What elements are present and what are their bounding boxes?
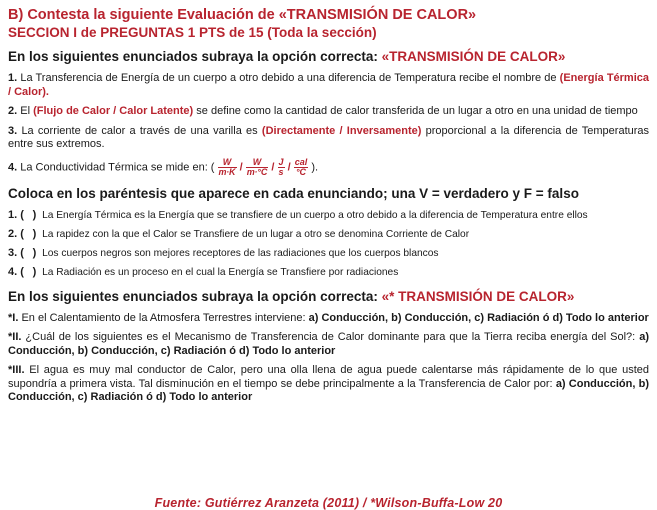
unit-numerator: W: [246, 158, 269, 168]
part1-instruction-topic: «TRANSMISIÓN DE CALOR»: [381, 49, 566, 64]
mc-item-3: [8, 364, 649, 405]
tf-answer-blank[interactable]: [27, 210, 33, 221]
mc-text: ¿Cuál de los siguientes es el Mecanismo de Transferencia de Calor dominante para que la Tierra reciba energía del Sol?:: [25, 331, 636, 343]
mc-options[interactable]: a) Conducción, b) Conducción, c) Radiación ó d) Todo lo anterior: [8, 331, 649, 357]
item-text-before: La Conductividad Térmica se mide en: (: [20, 160, 215, 173]
part2-instruction: Coloca en los paréntesis que aparece en cada enunciando; una V = verdadero y F = falso: [8, 185, 579, 201]
tf-answer-blank[interactable]: [27, 248, 33, 259]
part1-item-1: [8, 72, 649, 99]
unit-separator: /: [239, 160, 243, 173]
mc-options[interactable]: a) Conducción, b) Conducción, c) Radiación ó d) Todo lo anterior: [8, 377, 649, 403]
tf-item-4: [8, 266, 649, 279]
tf-text: La Energía Térmica es la Energía que se transfiere de un cuerpo a otro debido a la diferencia de Temperatura entre ellos: [42, 209, 588, 221]
unit-separator: /: [271, 160, 275, 173]
item-text-after: se define como la cantidad de calor transferida de un lugar a otro en una unidad de tiempo: [196, 105, 638, 117]
part3-instruction-topic: «* TRANSMISIÓN DE CALOR»: [381, 288, 575, 304]
item-number: 4.: [8, 160, 18, 173]
unit-denominator: m∙K: [218, 166, 236, 177]
unit-fraction[interactable]: [218, 158, 237, 177]
part1-item-3: [8, 125, 649, 152]
tf-text: La Radiación es un proceso en el cual la Energía se Transfiere por radiaciones: [42, 266, 399, 278]
tf-item-1: [8, 209, 649, 222]
tf-item-2: [8, 228, 649, 241]
item-option[interactable]: (Directamente / Inversamente): [261, 124, 422, 137]
mc-options[interactable]: a) Conducción, b) Conducción, c) Radiación ó d) Todo lo anterior: [308, 311, 649, 324]
unit-numerator: W: [218, 158, 237, 168]
tf-number: 2. (: [8, 227, 24, 240]
mc-number: *III.: [8, 364, 25, 376]
part1-item-2: [8, 105, 649, 119]
mc-item-1: [8, 312, 649, 326]
worksheet-title: B) Contesta la siguiente Evaluación de «TRANSMISIÓN DE CALOR»: [8, 7, 477, 23]
item-number: 3.: [8, 124, 18, 137]
tf-close-paren: ): [32, 246, 37, 259]
unit-numerator: J: [278, 156, 284, 167]
tf-close-paren: ): [32, 227, 37, 240]
unit-denominator: m∙°C: [246, 166, 268, 177]
mc-text: En el Calentamiento de la Atmosfera Terrestres interviene:: [21, 311, 306, 324]
item-number: 2.: [8, 105, 18, 117]
unit-numerator: cal: [294, 156, 308, 167]
tf-close-paren: ): [32, 265, 37, 278]
section-heading: SECCION I de PREGUNTAS 1 PTS de 15 (Toda la sección): [8, 25, 377, 40]
tf-text: La rapidez con la que el Calor se Transfiere de un lugar a otro se denomina Corriente de Calor: [42, 228, 470, 240]
item-option[interactable]: (Flujo de Calor / Calor Latente): [33, 105, 194, 117]
tf-number: 3. (: [8, 246, 24, 259]
tf-text: Los cuerpos negros son mejores receptores de las radiaciones que los cuerpos blancos: [42, 247, 439, 259]
part1-item-4: [8, 158, 649, 177]
mc-number: *II.: [8, 331, 22, 343]
item-text-after: proporcional a la diferencia de Temperaturas entre sus extremos.: [8, 124, 650, 150]
item-option[interactable]: (Energía Térmica / Calor).: [8, 72, 650, 98]
tf-answer-blank[interactable]: [27, 267, 33, 278]
part3-instruction-prefix: En los siguientes enunciados subraya la opción correcta:: [8, 288, 382, 304]
unit-fraction[interactable]: [294, 158, 309, 177]
item-text-before: El: [20, 105, 31, 117]
unit-fraction[interactable]: [246, 158, 269, 177]
item-number: 1.: [8, 72, 18, 84]
part1-instruction: [8, 48, 649, 65]
unit-separator: /: [287, 160, 291, 173]
unit-denominator: °C: [295, 166, 307, 177]
source-citation: Fuente: Gutiérrez Aranzeta (2011) / *Wilson-Buffa-Low 20: [154, 496, 503, 510]
mc-text: El agua es muy mal conductor de Calor, pero una olla llena de agua puede calentarse más rápidamente de lo que usted supondría a primera vista. Tal disminución en el tiempo se debe principalmente a la Transferencia de Calor por:: [8, 364, 649, 390]
mc-number: *I.: [8, 311, 19, 324]
tf-number: 4. (: [8, 265, 24, 278]
tf-close-paren: ): [32, 208, 37, 221]
item-text-after: ).: [311, 160, 319, 173]
tf-item-3: [8, 247, 649, 260]
item-text: La Transferencia de Energía de un cuerpo a otro debido a una diferencia de Temperatura recibe el nombre de: [20, 72, 557, 84]
part1-instruction-prefix: En los siguientes enunciados subraya la opción correcta:: [8, 49, 382, 64]
unit-fraction[interactable]: [278, 158, 285, 177]
tf-number: 1. (: [8, 208, 24, 221]
part3-instruction: [8, 288, 649, 305]
mc-item-2: [8, 331, 649, 358]
tf-answer-blank[interactable]: [27, 229, 33, 240]
unit-denominator: s: [278, 166, 284, 177]
item-text-before: La corriente de calor a través de una varilla es: [21, 124, 258, 137]
